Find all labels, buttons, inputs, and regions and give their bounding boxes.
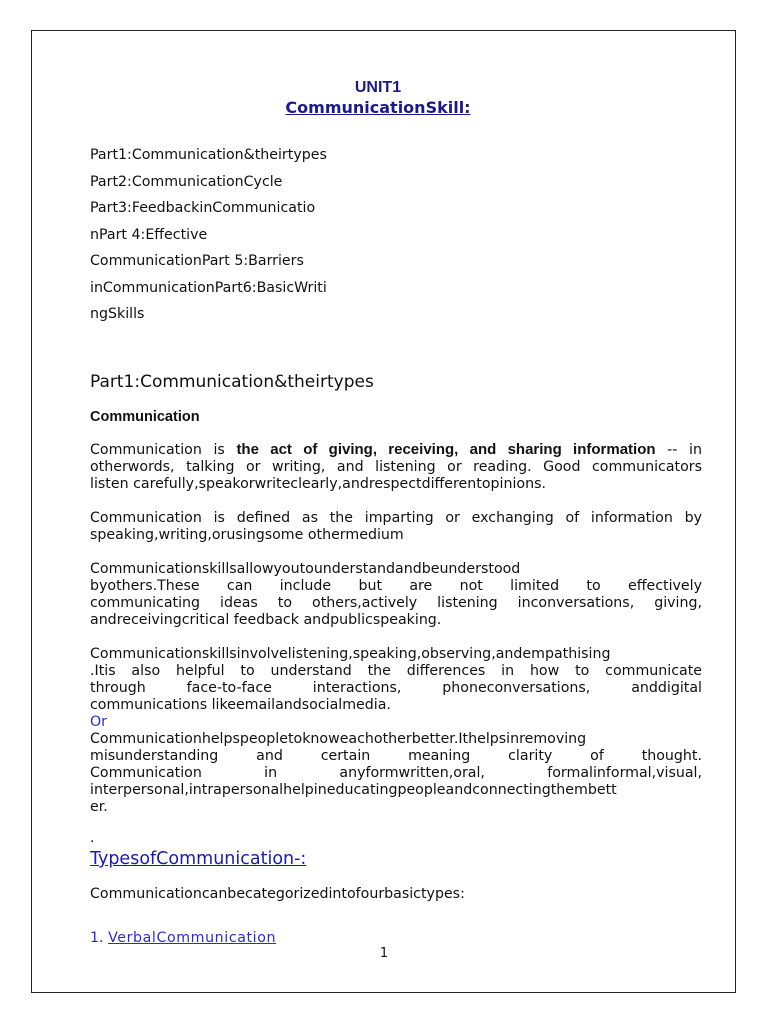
paragraph-line: misunderstanding and certain meaning clarity of thought.	[90, 748, 702, 764]
or-label: Or	[90, 714, 108, 730]
communication-subheading: Communication	[90, 409, 200, 425]
paragraph-line: Communication is defined as the imparting or exchanging of information by	[90, 510, 702, 526]
stray-dot: .	[90, 830, 95, 846]
paragraph-line: speaking,writing,orusingsome othermedium	[90, 527, 404, 543]
paragraph-line: er.	[90, 799, 108, 815]
page-number: 1	[379, 946, 389, 961]
paragraph-line: Communicationskillsinvolvelistening,speaking,observing,andempathising	[90, 646, 611, 662]
toc-line: Part3:FeedbackinCommunicatio	[90, 200, 316, 216]
list-item	[90, 929, 276, 947]
toc-line: Part2:CommunicationCycle	[90, 173, 283, 190]
toc-line: nPart 4:Effective	[90, 226, 208, 243]
paragraph-line: interpersonal,intrapersonalhelpineducatingpeopleandconnectingthembett	[90, 782, 617, 798]
paragraph-line: otherwords, talking or writing, and listening or reading. Good communicators	[90, 459, 702, 475]
paragraph-line: Communicationhelpspeopletoknoweachotherbetter.Ithelpsinremoving	[90, 731, 587, 747]
bold-phrase: the act of giving, receiving, and sharing information	[236, 441, 656, 458]
paragraph-skills	[90, 561, 702, 629]
part1-heading: Part1:Communication&theirtypes	[90, 372, 374, 392]
toc-line: CommunicationPart 5:Barriers	[90, 253, 304, 269]
verbal-communication-link[interactable]: VerbalCommunication	[108, 930, 277, 946]
types-heading: TypesofCommunication-:	[90, 849, 307, 869]
paragraph-line: Communicationskillsallowyoutounderstandandbeunderstood	[90, 561, 521, 577]
toc-line: ngSkills	[90, 306, 145, 322]
paragraph-line: andreceivingcritical feedback andpublicspeaking.	[90, 612, 442, 628]
paragraph-line: .Itis also helpful to understand the differences in how to communicate	[90, 663, 702, 679]
list-number: 1.	[90, 930, 104, 946]
paragraph-line	[90, 441, 702, 459]
document-title: CommunicationSkill:	[285, 98, 471, 117]
paragraph-line: communicating ideas to others,actively listening inconversations, giving,	[90, 595, 702, 611]
paragraph-line: byothers.These can include but are not limited to effectively	[90, 578, 702, 594]
text-lead: Communication is	[90, 442, 237, 458]
paragraph-definition	[90, 441, 702, 493]
types-intro: Communicationcanbecategorizedintofourbasictypes:	[90, 886, 465, 902]
toc-line: inCommunicationPart6:BasicWriti	[90, 279, 327, 296]
paragraph-line: communications likeemailandsocialmedia.	[90, 697, 391, 713]
paragraph-line: listen carefully,speakorwriteclearly,andrespectdifferentopinions.	[90, 476, 546, 492]
paragraph-involve	[90, 646, 702, 816]
paragraph-line: through face-to-face interactions, phoneconversations, anddigital	[90, 680, 702, 696]
toc-line: Part1:Communication&theirtypes	[90, 147, 327, 163]
unit-label: UNIT1	[354, 79, 402, 96]
paragraph-defined	[90, 510, 702, 544]
table-of-contents	[90, 142, 420, 328]
paragraph-line: Communication in anyformwritten,oral, formalinformal,visual,	[90, 765, 702, 781]
text-after: -- in	[655, 442, 702, 458]
